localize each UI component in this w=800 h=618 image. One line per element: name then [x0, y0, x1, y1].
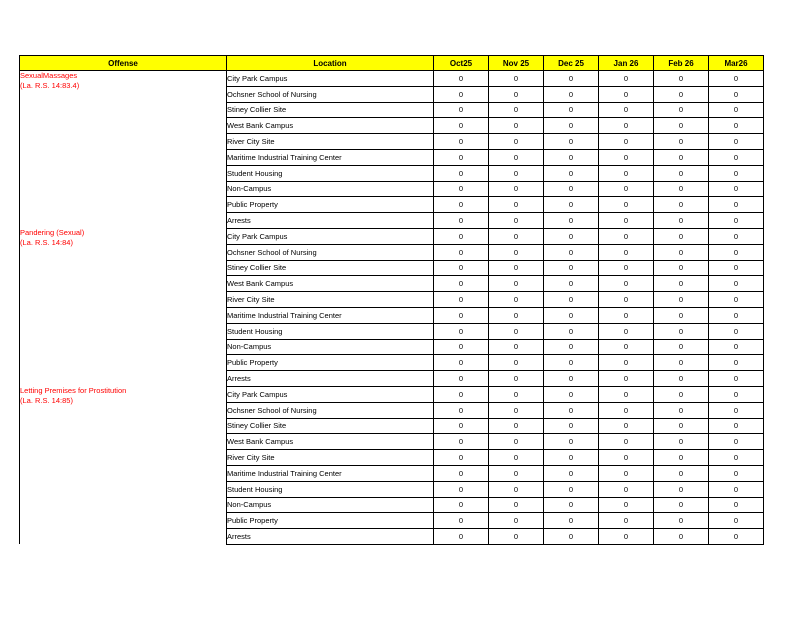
location-cell: Student Housing: [227, 481, 434, 497]
location-cell: Stiney Collier Site: [227, 260, 434, 276]
count-cell: 0: [434, 165, 489, 181]
count-cell: 0: [599, 181, 654, 197]
count-cell: 0: [544, 134, 599, 150]
count-cell: 0: [654, 118, 709, 134]
header-feb26: Feb 26: [654, 56, 709, 71]
count-cell: 0: [544, 513, 599, 529]
count-cell: 0: [654, 292, 709, 308]
count-cell: 0: [434, 402, 489, 418]
count-cell: 0: [599, 276, 654, 292]
count-cell: 0: [544, 149, 599, 165]
count-cell: 0: [709, 197, 764, 213]
count-cell: 0: [489, 339, 544, 355]
count-cell: 0: [544, 386, 599, 402]
count-cell: 0: [654, 307, 709, 323]
count-cell: 0: [544, 450, 599, 466]
count-cell: 0: [544, 292, 599, 308]
location-cell: City Park Campus: [227, 228, 434, 244]
count-cell: 0: [434, 497, 489, 513]
count-cell: 0: [489, 529, 544, 545]
count-cell: 0: [599, 86, 654, 102]
count-cell: 0: [599, 71, 654, 87]
count-cell: 0: [489, 86, 544, 102]
count-cell: 0: [599, 165, 654, 181]
count-cell: 0: [434, 434, 489, 450]
count-cell: 0: [489, 307, 544, 323]
count-cell: 0: [489, 513, 544, 529]
count-cell: 0: [654, 86, 709, 102]
offense-label-line: (La. R.S. 14:84): [20, 238, 73, 248]
count-cell: 0: [599, 529, 654, 545]
count-cell: 0: [434, 465, 489, 481]
count-cell: 0: [599, 292, 654, 308]
count-cell: 0: [709, 134, 764, 150]
offense-label-line: Letting Premises for Prostitution: [20, 386, 127, 396]
location-cell: Arrests: [227, 213, 434, 229]
count-cell: 0: [654, 418, 709, 434]
count-cell: 0: [544, 355, 599, 371]
location-cell: Arrests: [227, 371, 434, 387]
count-cell: 0: [599, 244, 654, 260]
location-cell: River City Site: [227, 450, 434, 466]
location-cell: Ochsner School of Nursing: [227, 244, 434, 260]
count-cell: 0: [654, 465, 709, 481]
count-cell: 0: [599, 450, 654, 466]
count-cell: 0: [489, 71, 544, 87]
location-cell: Arrests: [227, 529, 434, 545]
count-cell: 0: [654, 339, 709, 355]
count-cell: 0: [654, 181, 709, 197]
count-cell: 0: [654, 276, 709, 292]
count-cell: 0: [434, 513, 489, 529]
count-cell: 0: [654, 371, 709, 387]
count-cell: 0: [709, 434, 764, 450]
count-cell: 0: [544, 118, 599, 134]
count-cell: 0: [489, 197, 544, 213]
count-cell: 0: [544, 181, 599, 197]
location-cell: Student Housing: [227, 165, 434, 181]
count-cell: 0: [489, 386, 544, 402]
location-cell: Public Property: [227, 197, 434, 213]
location-cell: Maritime Industrial Training Center: [227, 465, 434, 481]
count-cell: 0: [489, 323, 544, 339]
header-mar26: Mar26: [709, 56, 764, 71]
count-cell: 0: [709, 213, 764, 229]
count-cell: 0: [599, 197, 654, 213]
offense-cell: [20, 386, 227, 544]
count-cell: 0: [544, 165, 599, 181]
count-cell: 0: [654, 529, 709, 545]
count-cell: 0: [599, 513, 654, 529]
count-cell: 0: [544, 481, 599, 497]
count-cell: 0: [489, 465, 544, 481]
count-cell: 0: [544, 323, 599, 339]
location-cell: Non-Campus: [227, 181, 434, 197]
count-cell: 0: [654, 355, 709, 371]
count-cell: 0: [709, 323, 764, 339]
count-cell: 0: [709, 276, 764, 292]
count-cell: 0: [654, 134, 709, 150]
table-row: [20, 228, 764, 244]
header-nov25: Nov 25: [489, 56, 544, 71]
count-cell: 0: [544, 465, 599, 481]
count-cell: 0: [434, 181, 489, 197]
count-cell: 0: [544, 371, 599, 387]
count-cell: 0: [599, 371, 654, 387]
count-cell: 0: [654, 228, 709, 244]
count-cell: 0: [544, 339, 599, 355]
count-cell: 0: [434, 118, 489, 134]
count-cell: 0: [654, 71, 709, 87]
count-cell: 0: [489, 497, 544, 513]
location-cell: Ochsner School of Nursing: [227, 402, 434, 418]
count-cell: 0: [434, 197, 489, 213]
count-cell: 0: [599, 434, 654, 450]
location-cell: Public Property: [227, 513, 434, 529]
count-cell: 0: [709, 450, 764, 466]
count-cell: 0: [654, 244, 709, 260]
count-cell: 0: [544, 307, 599, 323]
count-cell: 0: [654, 165, 709, 181]
count-cell: 0: [599, 149, 654, 165]
count-cell: 0: [709, 465, 764, 481]
count-cell: 0: [544, 197, 599, 213]
count-cell: 0: [709, 228, 764, 244]
count-cell: 0: [599, 402, 654, 418]
count-cell: 0: [544, 497, 599, 513]
count-cell: 0: [654, 102, 709, 118]
count-cell: 0: [709, 149, 764, 165]
location-cell: Non-Campus: [227, 339, 434, 355]
header-row: [20, 56, 764, 71]
count-cell: 0: [654, 260, 709, 276]
count-cell: 0: [434, 307, 489, 323]
count-cell: 0: [489, 260, 544, 276]
count-cell: 0: [599, 102, 654, 118]
count-cell: 0: [489, 228, 544, 244]
count-cell: 0: [709, 165, 764, 181]
count-cell: 0: [434, 481, 489, 497]
count-cell: 0: [599, 418, 654, 434]
location-cell: Public Property: [227, 355, 434, 371]
count-cell: 0: [434, 134, 489, 150]
count-cell: 0: [654, 197, 709, 213]
count-cell: 0: [544, 213, 599, 229]
count-cell: 0: [654, 402, 709, 418]
count-cell: 0: [434, 71, 489, 87]
count-cell: 0: [434, 149, 489, 165]
count-cell: 0: [489, 181, 544, 197]
offense-cell: [20, 71, 227, 229]
count-cell: 0: [709, 355, 764, 371]
count-cell: 0: [489, 149, 544, 165]
location-cell: River City Site: [227, 134, 434, 150]
count-cell: 0: [654, 213, 709, 229]
header-jan26: Jan 26: [599, 56, 654, 71]
count-cell: 0: [709, 292, 764, 308]
count-cell: 0: [709, 118, 764, 134]
count-cell: 0: [709, 260, 764, 276]
count-cell: 0: [599, 481, 654, 497]
count-cell: 0: [544, 71, 599, 87]
count-cell: 0: [489, 481, 544, 497]
count-cell: 0: [489, 165, 544, 181]
count-cell: 0: [599, 339, 654, 355]
count-cell: 0: [489, 276, 544, 292]
count-cell: 0: [434, 228, 489, 244]
count-cell: 0: [434, 276, 489, 292]
count-cell: 0: [544, 228, 599, 244]
location-cell: Stiney Collier Site: [227, 102, 434, 118]
header-location: Location: [227, 56, 434, 71]
count-cell: 0: [599, 260, 654, 276]
location-cell: Non-Campus: [227, 497, 434, 513]
count-cell: 0: [489, 292, 544, 308]
count-cell: 0: [599, 134, 654, 150]
table-row: [20, 386, 764, 402]
count-cell: 0: [434, 213, 489, 229]
count-cell: 0: [434, 450, 489, 466]
count-cell: 0: [709, 339, 764, 355]
count-cell: 0: [654, 434, 709, 450]
offense-label-line: (La. R.S. 14:85): [20, 396, 73, 406]
count-cell: 0: [544, 276, 599, 292]
count-cell: 0: [489, 418, 544, 434]
count-cell: 0: [489, 434, 544, 450]
count-cell: 0: [489, 118, 544, 134]
count-cell: 0: [434, 371, 489, 387]
offense-label-line: (La. R.S. 14:83.4): [20, 81, 80, 90]
count-cell: 0: [709, 244, 764, 260]
location-cell: Stiney Collier Site: [227, 418, 434, 434]
count-cell: 0: [489, 102, 544, 118]
location-cell: Ochsner School of Nursing: [227, 86, 434, 102]
offense-label-line: SexualMassages: [20, 71, 78, 80]
count-cell: 0: [434, 418, 489, 434]
offense-label-line: Pandering (Sexual): [20, 228, 85, 238]
count-cell: 0: [599, 386, 654, 402]
location-cell: City Park Campus: [227, 71, 434, 87]
count-cell: 0: [709, 418, 764, 434]
count-cell: 0: [654, 386, 709, 402]
count-cell: 0: [489, 213, 544, 229]
count-cell: 0: [544, 102, 599, 118]
count-cell: 0: [599, 355, 654, 371]
count-cell: 0: [709, 402, 764, 418]
table-body: [20, 71, 764, 545]
location-cell: Student Housing: [227, 323, 434, 339]
count-cell: 0: [489, 402, 544, 418]
count-cell: 0: [709, 481, 764, 497]
count-cell: 0: [434, 323, 489, 339]
count-cell: 0: [434, 244, 489, 260]
header-dec25: Dec 25: [544, 56, 599, 71]
count-cell: 0: [489, 450, 544, 466]
location-cell: River City Site: [227, 292, 434, 308]
location-cell: West Bank Campus: [227, 276, 434, 292]
count-cell: 0: [434, 339, 489, 355]
count-cell: 0: [654, 513, 709, 529]
offense-cell: [20, 228, 227, 386]
count-cell: 0: [709, 71, 764, 87]
count-cell: 0: [489, 134, 544, 150]
location-cell: Maritime Industrial Training Center: [227, 307, 434, 323]
count-cell: 0: [544, 402, 599, 418]
count-cell: 0: [599, 213, 654, 229]
count-cell: 0: [654, 323, 709, 339]
count-cell: 0: [709, 529, 764, 545]
count-cell: 0: [709, 181, 764, 197]
count-cell: 0: [599, 307, 654, 323]
count-cell: 0: [599, 323, 654, 339]
count-cell: 0: [544, 418, 599, 434]
count-cell: 0: [434, 355, 489, 371]
count-cell: 0: [599, 465, 654, 481]
count-cell: 0: [599, 497, 654, 513]
location-cell: West Bank Campus: [227, 118, 434, 134]
count-cell: 0: [544, 260, 599, 276]
count-cell: 0: [434, 529, 489, 545]
count-cell: 0: [599, 228, 654, 244]
count-cell: 0: [709, 386, 764, 402]
location-cell: Maritime Industrial Training Center: [227, 149, 434, 165]
count-cell: 0: [599, 118, 654, 134]
count-cell: 0: [489, 244, 544, 260]
count-cell: 0: [434, 292, 489, 308]
count-cell: 0: [489, 371, 544, 387]
count-cell: 0: [544, 434, 599, 450]
count-cell: 0: [434, 386, 489, 402]
count-cell: 0: [544, 86, 599, 102]
table-row: [20, 71, 764, 87]
count-cell: 0: [434, 102, 489, 118]
count-cell: 0: [709, 307, 764, 323]
count-cell: 0: [709, 371, 764, 387]
header-oct25: Oct25: [434, 56, 489, 71]
count-cell: 0: [709, 86, 764, 102]
count-cell: 0: [654, 481, 709, 497]
header-offense: Offense: [20, 56, 227, 71]
location-cell: West Bank Campus: [227, 434, 434, 450]
location-cell: City Park Campus: [227, 386, 434, 402]
crime-statistics-table: [19, 55, 764, 545]
count-cell: 0: [434, 86, 489, 102]
count-cell: 0: [709, 513, 764, 529]
count-cell: 0: [654, 149, 709, 165]
count-cell: 0: [544, 244, 599, 260]
count-cell: 0: [709, 102, 764, 118]
count-cell: 0: [489, 355, 544, 371]
count-cell: 0: [434, 260, 489, 276]
count-cell: 0: [654, 450, 709, 466]
count-cell: 0: [544, 529, 599, 545]
count-cell: 0: [709, 497, 764, 513]
count-cell: 0: [654, 497, 709, 513]
